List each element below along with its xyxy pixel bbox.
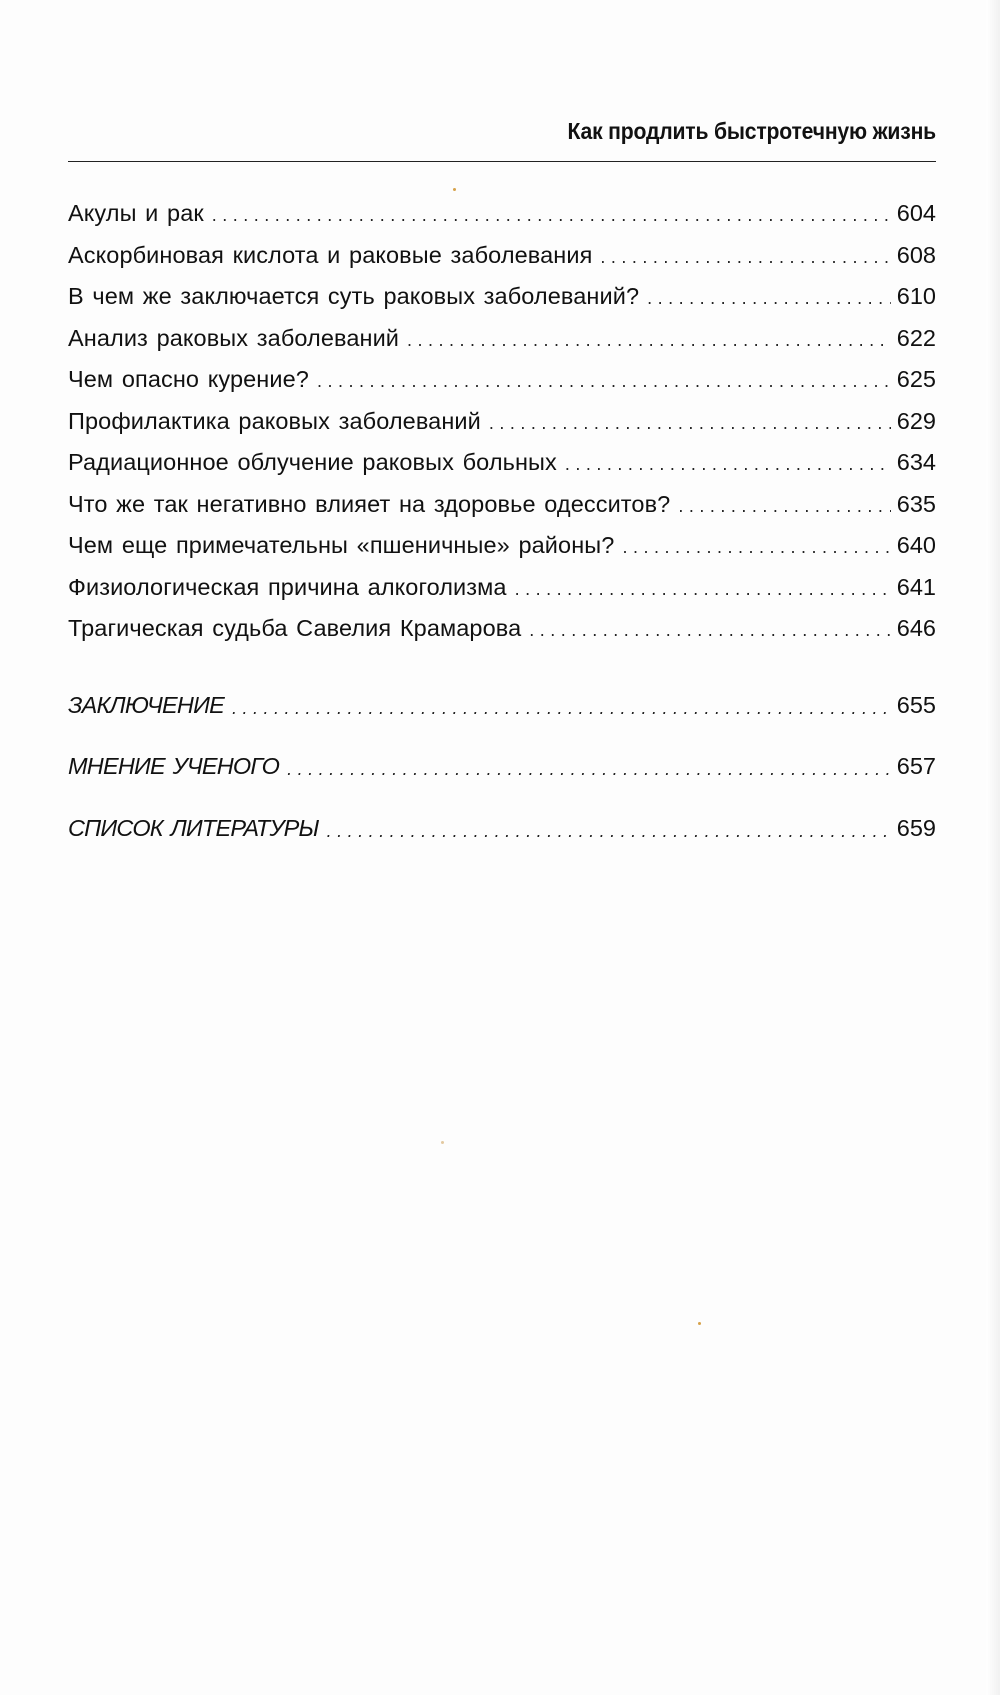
toc-entry-title: Что же так негативно влияет на здоровье одесситов? (68, 490, 671, 517)
leader-dots (678, 496, 890, 517)
toc-entry-title: Анализ раковых заболеваний (68, 324, 400, 351)
leader-dots (565, 454, 891, 475)
toc-entry-title: Профилактика раковых заболеваний (68, 407, 481, 434)
toc-section-page: 659 (896, 814, 936, 841)
table-of-contents (68, 200, 936, 842)
toc-section (68, 780, 936, 842)
leader-dots (232, 698, 891, 719)
toc-entry-page: 608 (896, 241, 936, 268)
toc-entry-title: Радиационное облучение раковых больных (68, 449, 557, 475)
toc-entry-title: Физиологическая причина алкоголизма (68, 573, 507, 600)
toc-entry-page: 629 (896, 407, 936, 434)
toc-section-title: СПИСОК ЛИТЕРАТУРЫ (68, 814, 319, 841)
paper-speck (441, 1141, 444, 1144)
leader-dots (212, 205, 891, 226)
leader-dots (600, 247, 890, 268)
leader-dots (327, 821, 891, 842)
toc-section-title: МНЕНИЕ УЧЕНОГО (68, 753, 280, 779)
paper-speck (698, 1322, 701, 1325)
toc-entry-page: 625 (896, 366, 936, 392)
toc-entry (68, 449, 936, 491)
toc-entry (68, 366, 936, 408)
toc-section (68, 719, 936, 781)
toc-section-title: ЗАКЛЮЧЕНИЕ (68, 691, 224, 718)
toc-entry-page: 640 (896, 532, 936, 558)
toc-entry (68, 615, 936, 657)
leader-dots (407, 330, 891, 351)
toc-section (68, 657, 936, 719)
toc-entry (68, 283, 936, 325)
toc-entry-title: Акулы и рак (68, 200, 204, 226)
leader-dots (287, 759, 891, 780)
toc-entry (68, 491, 936, 533)
leader-dots (317, 371, 891, 392)
header-rule (68, 161, 936, 162)
toc-entry-title: Чем еще примечательны «пшеничные» районы? (68, 532, 615, 558)
leader-dots (489, 413, 891, 434)
toc-entry-page: 641 (896, 573, 936, 600)
leader-dots (515, 579, 891, 600)
leader-dots (622, 537, 890, 558)
page-edge-shadow (986, 0, 1000, 1695)
toc-entry-page: 610 (896, 283, 936, 309)
toc-entry-title: В чем же заключается суть раковых заболеваний? (68, 283, 640, 309)
toc-entry-title: Трагическая судьба Савелия Крамарова (68, 615, 522, 641)
leader-dots (647, 288, 891, 309)
toc-entry-page: 635 (896, 490, 936, 517)
toc-entry (68, 325, 936, 367)
toc-entry-page: 604 (896, 200, 936, 226)
toc-entry-page: 646 (896, 615, 936, 641)
toc-entry (68, 242, 936, 284)
toc-entry-title: Аскорбиновая кислота и раковые заболевания (68, 241, 593, 268)
leader-dots (529, 620, 891, 641)
toc-entry-title: Чем опасно курение? (68, 366, 309, 392)
toc-section-page: 655 (896, 691, 936, 718)
toc-section-page: 657 (896, 753, 936, 779)
toc-entry (68, 574, 936, 616)
toc-entry-page: 634 (896, 449, 936, 475)
toc-entry-page: 622 (896, 324, 936, 351)
toc-entry (68, 408, 936, 450)
toc-entry (68, 200, 936, 242)
paper-speck (453, 188, 456, 191)
toc-entry (68, 532, 936, 574)
running-head: Как продлить быстротечную жизнь (567, 118, 936, 144)
